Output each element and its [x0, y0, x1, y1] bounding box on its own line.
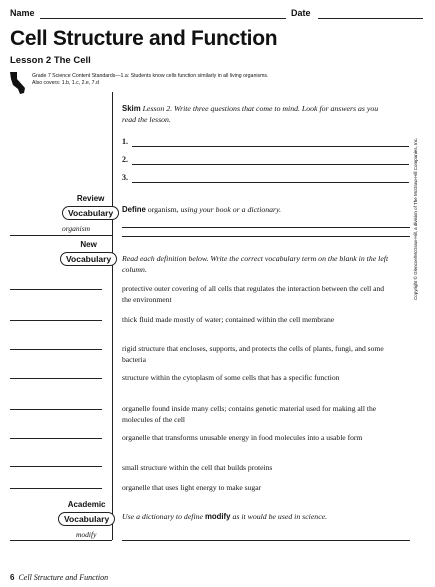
skim-lead: Skim [122, 104, 141, 113]
review-text: using your book or a dictionary. [180, 205, 282, 214]
vocab-blank-8[interactable] [10, 488, 102, 489]
vocab-blank-7[interactable] [10, 466, 102, 467]
date-label: Date [291, 8, 311, 18]
vocab-blank-3[interactable] [10, 349, 102, 350]
column-divider [112, 92, 113, 540]
page-title: Cell Structure and Function [10, 27, 278, 50]
academic-term-bold: modify [204, 512, 231, 521]
academic-answer-line[interactable] [122, 540, 410, 541]
academic-text-c: as it would be used in science. [230, 512, 328, 521]
lesson-title: Lesson 2 The Cell [10, 55, 91, 66]
review-term-text: organism, [145, 205, 181, 214]
term-organism: organism [62, 224, 91, 233]
name-label: Name [10, 8, 35, 18]
california-icon [9, 71, 27, 95]
academic-instruction [122, 512, 327, 523]
vocab-blank-4[interactable] [10, 378, 102, 379]
review-vocabulary-badge [62, 194, 119, 221]
new-vocab-instruction: Read each definition below. Write the correct vocabulary term on the blank in the left column. [122, 254, 389, 274]
vocab-blank-5[interactable] [10, 409, 102, 410]
definition-5: organelle found inside many cells; contains genetic material used for making all the molecules of the cell [122, 404, 377, 424]
name-field[interactable] [40, 18, 286, 19]
footer-title: Cell Structure and Function [18, 573, 109, 582]
standards-line-2: Also covers: 1.b, 1.c, 2.e, 7.d [32, 80, 99, 86]
question-2-number: 2. [122, 155, 128, 164]
review-answer-line-2[interactable] [122, 236, 410, 237]
standards-line-1: Grade 7 Science Content Standards—1.a: Students know cells function similarly in all living organisms. [32, 73, 269, 79]
vocabulary-pill: Vocabulary [60, 252, 117, 266]
copyright-notice: Copyright © Glencoe/McGraw-Hill, a division of The McGraw-Hill Companies, Inc. [413, 137, 418, 300]
definition-8: organelle that uses light energy to make sugar [122, 483, 262, 492]
question-1-line[interactable] [132, 146, 409, 147]
review-instruction [122, 205, 281, 216]
definition-1: protective outer covering of all cells that regulates the interaction between the cell and the environment [122, 284, 385, 304]
vocab-blank-2[interactable] [10, 320, 102, 321]
vocabulary-pill: Vocabulary [62, 206, 119, 220]
academic-label: Academic [67, 500, 106, 509]
definition-6: organelle that transforms unusable energy in food molecules into a usable form [122, 433, 363, 442]
vocabulary-pill: Vocabulary [58, 512, 115, 526]
question-1-number: 1. [122, 137, 128, 146]
review-lead: Define [122, 205, 146, 214]
page-number: 6 [10, 573, 15, 582]
standards [32, 73, 392, 87]
skim-instruction [122, 104, 392, 125]
new-label: New [80, 240, 97, 249]
question-2-line[interactable] [132, 164, 409, 165]
academic-text-a: Use a dictionary to define [122, 512, 205, 521]
question-3-line[interactable] [132, 182, 409, 183]
term-underline [10, 235, 112, 236]
review-answer-line[interactable] [122, 227, 410, 228]
date-field[interactable] [318, 18, 423, 19]
academic-vocabulary-badge [58, 500, 115, 527]
definition-4: structure within the cytoplasm of some cells that has a specific function [122, 373, 340, 382]
definition-7: small structure within the cell that builds proteins [122, 463, 273, 472]
vocab-blank-6[interactable] [10, 438, 102, 439]
definition-3: rigid structure that encloses, supports, and protects the cells of plants, fungi, and some bacteria [122, 344, 384, 364]
definition-2: thick fluid made mostly of water; contained within the cell membrane [122, 315, 335, 324]
page-footer [10, 573, 108, 582]
term-modify: modify [76, 530, 97, 539]
question-3-number: 3. [122, 173, 128, 182]
new-vocabulary-badge [60, 240, 117, 267]
skim-text: Lesson 2. Write three questions that come to mind. Look for answers as you read the lesson. [122, 104, 379, 124]
term-underline [10, 540, 112, 541]
review-label: Review [76, 194, 105, 203]
vocab-blank-1[interactable] [10, 289, 102, 290]
